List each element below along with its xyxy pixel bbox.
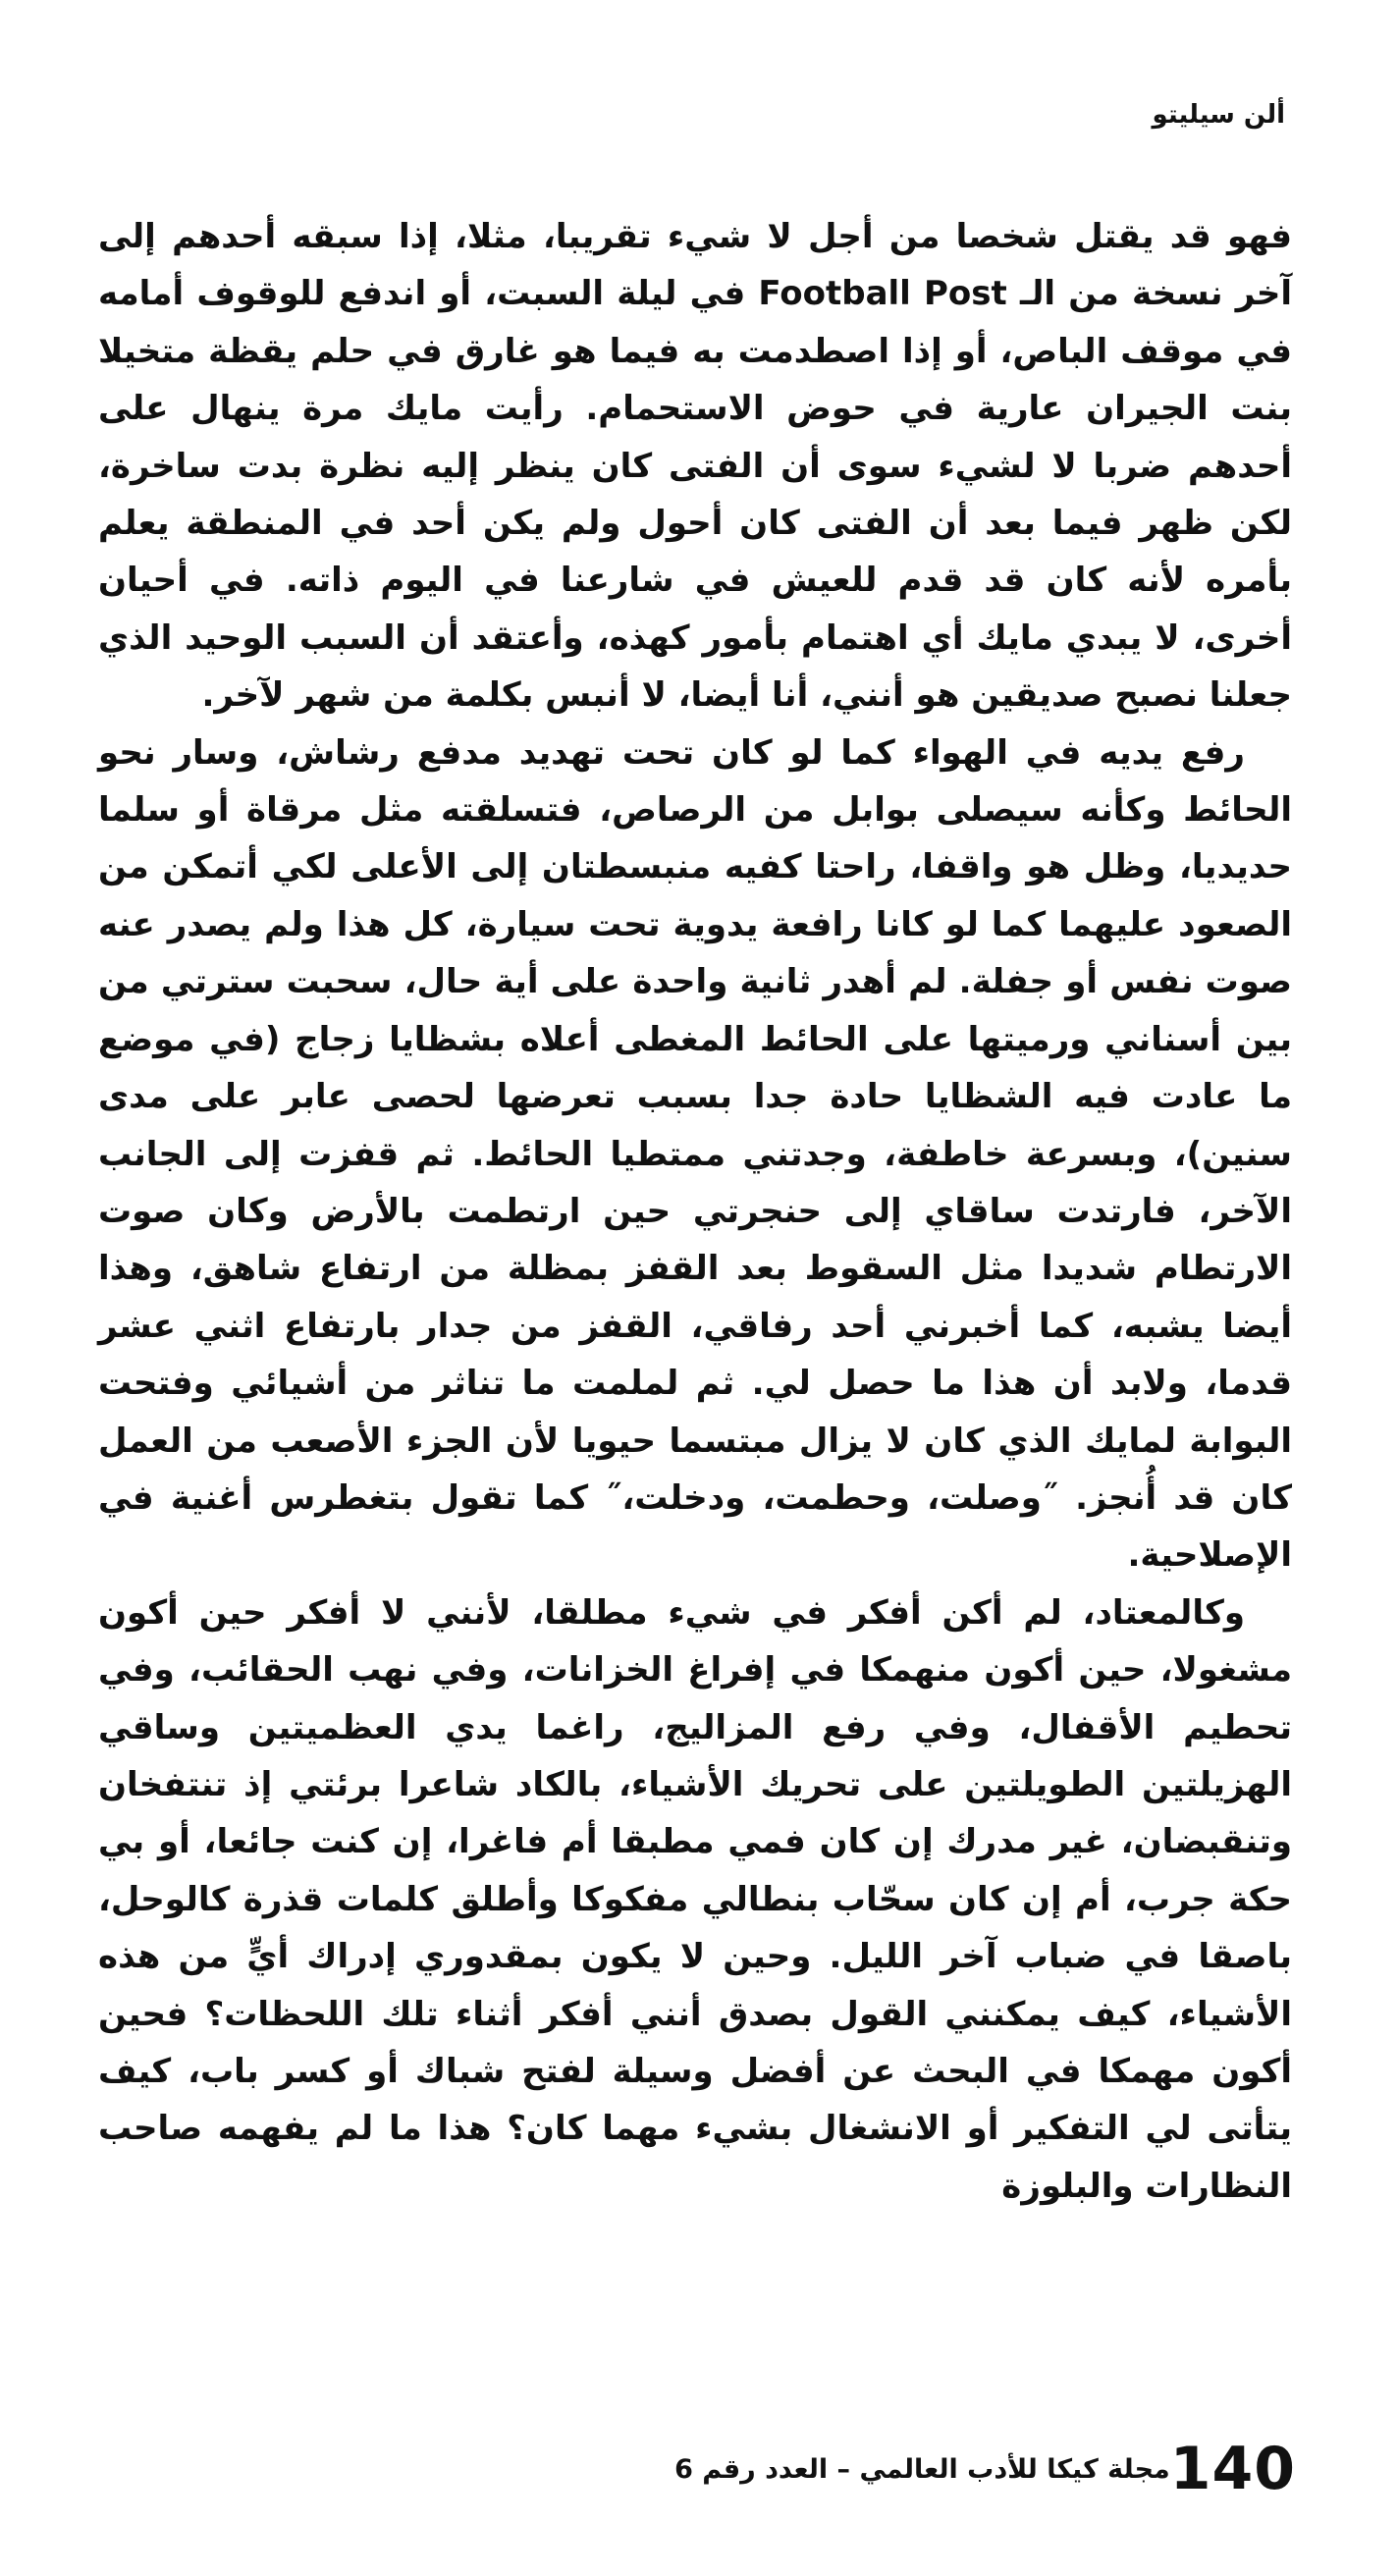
paragraph-2: رفع يديه في الهواء كما لو كان تحت تهديد مدفع رشاش، وسار نحو الحائط وكأنه سيصلى بوابل من الرصاص، فتسلقته مثل مرقاة أو سلما حديديا، وظل هو واقفا، راحتا كفيه منبسطتان إلى الأعلى لكي أتمكن من الصعود عليهما كما لو كانا رافعة يدوية تحت سيارة، كل هذا ولم يصدر عنه صوت نفس أو جفلة. لم أهدر ثانية واحدة على أية حال، سحبت سترتي من بين أسناني ورميتها على الحائط المغطى أعلاه بشظايا زجاج (في موضع ما عادت فيه الشظايا حادة جدا بسبب تعرضها لحصى عابر على مدى سنين)، وبسرعة خاطفة، وجدتني ممتطيا الحائط. ثم قفزت إلى الجانب الآخر، فارتدت ساقاي إلى حنجرتي حين ارتطمت بالأرض وكان صوت الارتطام شديدا مثل السقوط بعد القفز بمظلة من ارتفاع شاهق، وهذا أيضا يشبه، كما أخبرني أحد رفاقي، القفز من جدار بارتفاع اثني عشر قدما، ولابد أن هذا ما حصل لي. ثم لملمت ما تناثر من أشيائي وفتحت البوابة لمايك الذي كان لا يزال مبتسما حيويا لأن الجزء الأصعب من العمل كان قد أُنجز. ˝وصلت، وحطمت، ودخلت،˝ كما تقول بتغطرس أغنية في الإصلاحية.: [98, 732, 1292, 1576]
journal-name: مجلة كيكا للأدب العالمي – العدد رقم 6: [674, 2453, 1170, 2485]
paragraph-3: وكالمعتاد، لم أكن أفكر في شيء مطلقا، لأنني لا أفكر حين أكون مشغولا، حين أكون منهمكا في إفراغ الخزانات، وفي نهب الحقائب، وفي تحطيم الأقفال، وفي رفع المزاليج، راغما يدي العظميتين وساقي الهزيلتين الطويلتين على تحريك الأشياء، بالكاد شاعرا برئتي إذ تنتفخان وتنقبضان، غير مدرك إن كان فمي مطبقا أم فاغرا، إن كنت جائعا، أو بي حكة جرب، أم إن كان سحّاب بنطالي مفكوكا وأطلق كلمات قذرة كالوحل، باصقا في ضباب آخر الليل. وحين لا يكون بمقدوري إدراك أيٍّ من هذه الأشياء، كيف يمكنني القول بصدق أنني أفكر أثناء تلك اللحظات؟ فحين أكون مهمكا في البحث عن أفضل وسيلة لفتح شباك أو كسر باب، كيف يتأتى لي التفكير أو الانشغال بشيء مهما كان؟ هذا ما لم يفهمه صاحب النظارات والبلوزة: [98, 1592, 1292, 2206]
paragraph-1: فهو قد يقتل شخصا من أجل لا شيء تقريبا، مثلا، إذا سبقه أحدهم إلى آخر نسخة من الـ Football Post في ليلة السبت، أو اندفع للوقوف أمامه في موقف الباص، أو إذا اصطدمت به فيما هو غارق في حلم يقظة متخيلا بنت الجيران عارية في حوض الاستحمام. رأيت مايك مرة ينهال على أحدهم ضربا لا لشيء سوى أن الفتى كان ينظر إليه نظرة بدت ساخرة، لكن ظهر فيما بعد أن الفتى كان أحول ولم يكن أحد في المنطقة يعلم بأمره لأنه كان قد قدم للعيش في شارعنا في اليوم ذاته. في أحيان أخرى، لا يبدي مايك أي اهتمام بأمور كهذه، وأعتقد أن السبب الوحيد الذي جعلنا نصبح صديقين هو أنني، أنا أيضا، لا أنبس بكلمة من شهر لآخر.: [98, 217, 1292, 716]
body-text: [98, 208, 1292, 2215]
page-number: 140: [1169, 2435, 1296, 2503]
running-header-author: ألن سيليتو: [1152, 100, 1285, 130]
page-footer: [628, 2435, 1296, 2503]
